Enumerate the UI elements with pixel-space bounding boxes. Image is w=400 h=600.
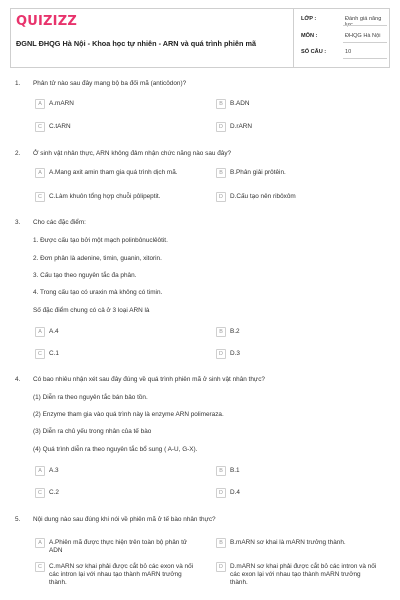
- header-divider: [293, 9, 294, 67]
- option-text: A.Mang axit amin tham gia quá trình dịch mã.: [49, 169, 178, 176]
- option-text: B.1: [230, 467, 240, 474]
- meta-count-underline: [343, 58, 387, 59]
- option-letter-box: A: [35, 466, 45, 476]
- statement: 3. Cấu tạo theo nguyên tắc đa phân.: [33, 272, 137, 279]
- meta-subject: [301, 33, 387, 45]
- option-letter-box: C: [35, 562, 45, 572]
- option-letter-box: B: [216, 168, 226, 178]
- option-letter-box: B: [216, 538, 226, 548]
- option-letter-box: A: [35, 168, 45, 178]
- meta-class-underline: [343, 25, 387, 26]
- option-text: D.4: [230, 489, 240, 496]
- statement: (4) Quá trình diễn ra theo nguyên tắc bổ sung ( A-U, G-X).: [33, 446, 198, 453]
- meta-count: [301, 49, 387, 61]
- meta-subject-value: ĐHQG Hà Nội: [345, 33, 381, 39]
- option-letter-box: C: [35, 192, 45, 202]
- option-text: C.Làm khuôn tổng hợp chuỗi pôlipeptit.: [49, 193, 161, 200]
- meta-count-label: SỐ CÂU :: [301, 49, 327, 55]
- option-letter-box: D: [216, 192, 226, 202]
- option-text: C.mARN sơ khai phải được cắt bỏ các exon và nối các intron lại với nhau tạo thành mARN trưởng thành.: [49, 563, 194, 586]
- worksheet-header: [10, 8, 390, 68]
- statement: (2) Enzyme tham gia vào quá trình này là enzyme ARN polimeraza.: [33, 411, 224, 418]
- option-letter-box: C: [35, 122, 45, 132]
- question-text: Ở sinh vật nhân thực, ARN không đảm nhận chức năng nào sau đây?: [33, 150, 232, 157]
- option-letter-box: A: [35, 99, 45, 109]
- option-text: B.mARN sơ khai là mARN trưởng thành.: [230, 539, 346, 546]
- meta-class: [301, 16, 387, 28]
- quizizz-logo: QUIZIZZ: [16, 14, 77, 29]
- option-text: A.Phiên mã được thực hiện trên toàn bộ phân tử ADN: [49, 539, 188, 554]
- statement: 4. Trong cấu tạo có uraxin mà không có timin.: [33, 289, 163, 296]
- option-letter-box: D: [216, 562, 226, 572]
- option-letter-box: A: [35, 327, 45, 337]
- question-text: Cho các đặc điểm:: [33, 219, 86, 226]
- option-text: C.1: [49, 350, 59, 357]
- option-letter-box: D: [216, 122, 226, 132]
- meta-count-value: 10: [345, 49, 352, 55]
- question-number: 4.: [15, 376, 21, 383]
- statement: (3) Diễn ra chủ yếu trong nhân của tế bào: [33, 428, 152, 435]
- meta-class-value: Đánh giá năng: [345, 16, 382, 22]
- question-text: Phân tử nào sau đây mang bộ ba đối mã (anticôdon)?: [33, 80, 187, 87]
- option-text: D.Cấu tạo nên ribôxôm: [230, 193, 296, 200]
- option-letter-box: D: [216, 349, 226, 359]
- option-text: A.4: [49, 328, 59, 335]
- worksheet-title: ĐGNL ĐHQG Hà Nội - Khoa học tự nhiên - ARN và quá trình phiên mã: [16, 39, 257, 48]
- meta-subject-underline: [343, 42, 387, 43]
- option-letter-box: D: [216, 488, 226, 498]
- option-text: C.2: [49, 489, 59, 496]
- option-text: A.3: [49, 467, 59, 474]
- meta-class-label: LỚP :: [301, 16, 317, 22]
- option-letter-box: A: [35, 538, 45, 548]
- option-text: A.mARN: [49, 100, 74, 107]
- option-text: B.Phân giải prôtêin.: [230, 169, 286, 176]
- question-number: 5.: [15, 516, 21, 523]
- statement: (1) Diễn ra theo nguyên tắc bán bảo tồn.: [33, 394, 148, 401]
- question-text: Nội dung nào sau đúng khi nói về phiên mã ở tế bào nhân thực?: [33, 516, 216, 523]
- statement: 2. Đơn phân là adenine, timin, guanin, xitorin.: [33, 255, 162, 262]
- question-number: 3.: [15, 219, 21, 226]
- option-text: D.rARN: [230, 123, 253, 130]
- option-letter-box: B: [216, 327, 226, 337]
- option-text: B.ADN: [230, 100, 250, 107]
- option-letter-box: B: [216, 466, 226, 476]
- option-text: D.3: [230, 350, 240, 357]
- option-text: B.2: [230, 328, 240, 335]
- question-number: 2.: [15, 150, 21, 157]
- statement: 1. Được cấu tạo bởi một mạch polinbônuclêôtit.: [33, 237, 168, 244]
- option-letter-box: C: [35, 488, 45, 498]
- question-text: Có bao nhiêu nhận xét sau đây đúng về quá trình phiên mã ở sinh vật nhân thực?: [33, 376, 265, 383]
- question-number: 1.: [15, 80, 21, 87]
- option-text: C.tARN: [49, 123, 71, 130]
- meta-subject-label: MÔN :: [301, 33, 318, 39]
- option-letter-box: B: [216, 99, 226, 109]
- statement: Số đặc điểm chung có cả ở 3 loại ARN là: [33, 307, 150, 314]
- option-text: D.mARN sơ khai phải được cắt bỏ các intron và nối các exon lại với nhau tạo thành mARN trưởng thành.: [230, 563, 377, 586]
- option-letter-box: C: [35, 349, 45, 359]
